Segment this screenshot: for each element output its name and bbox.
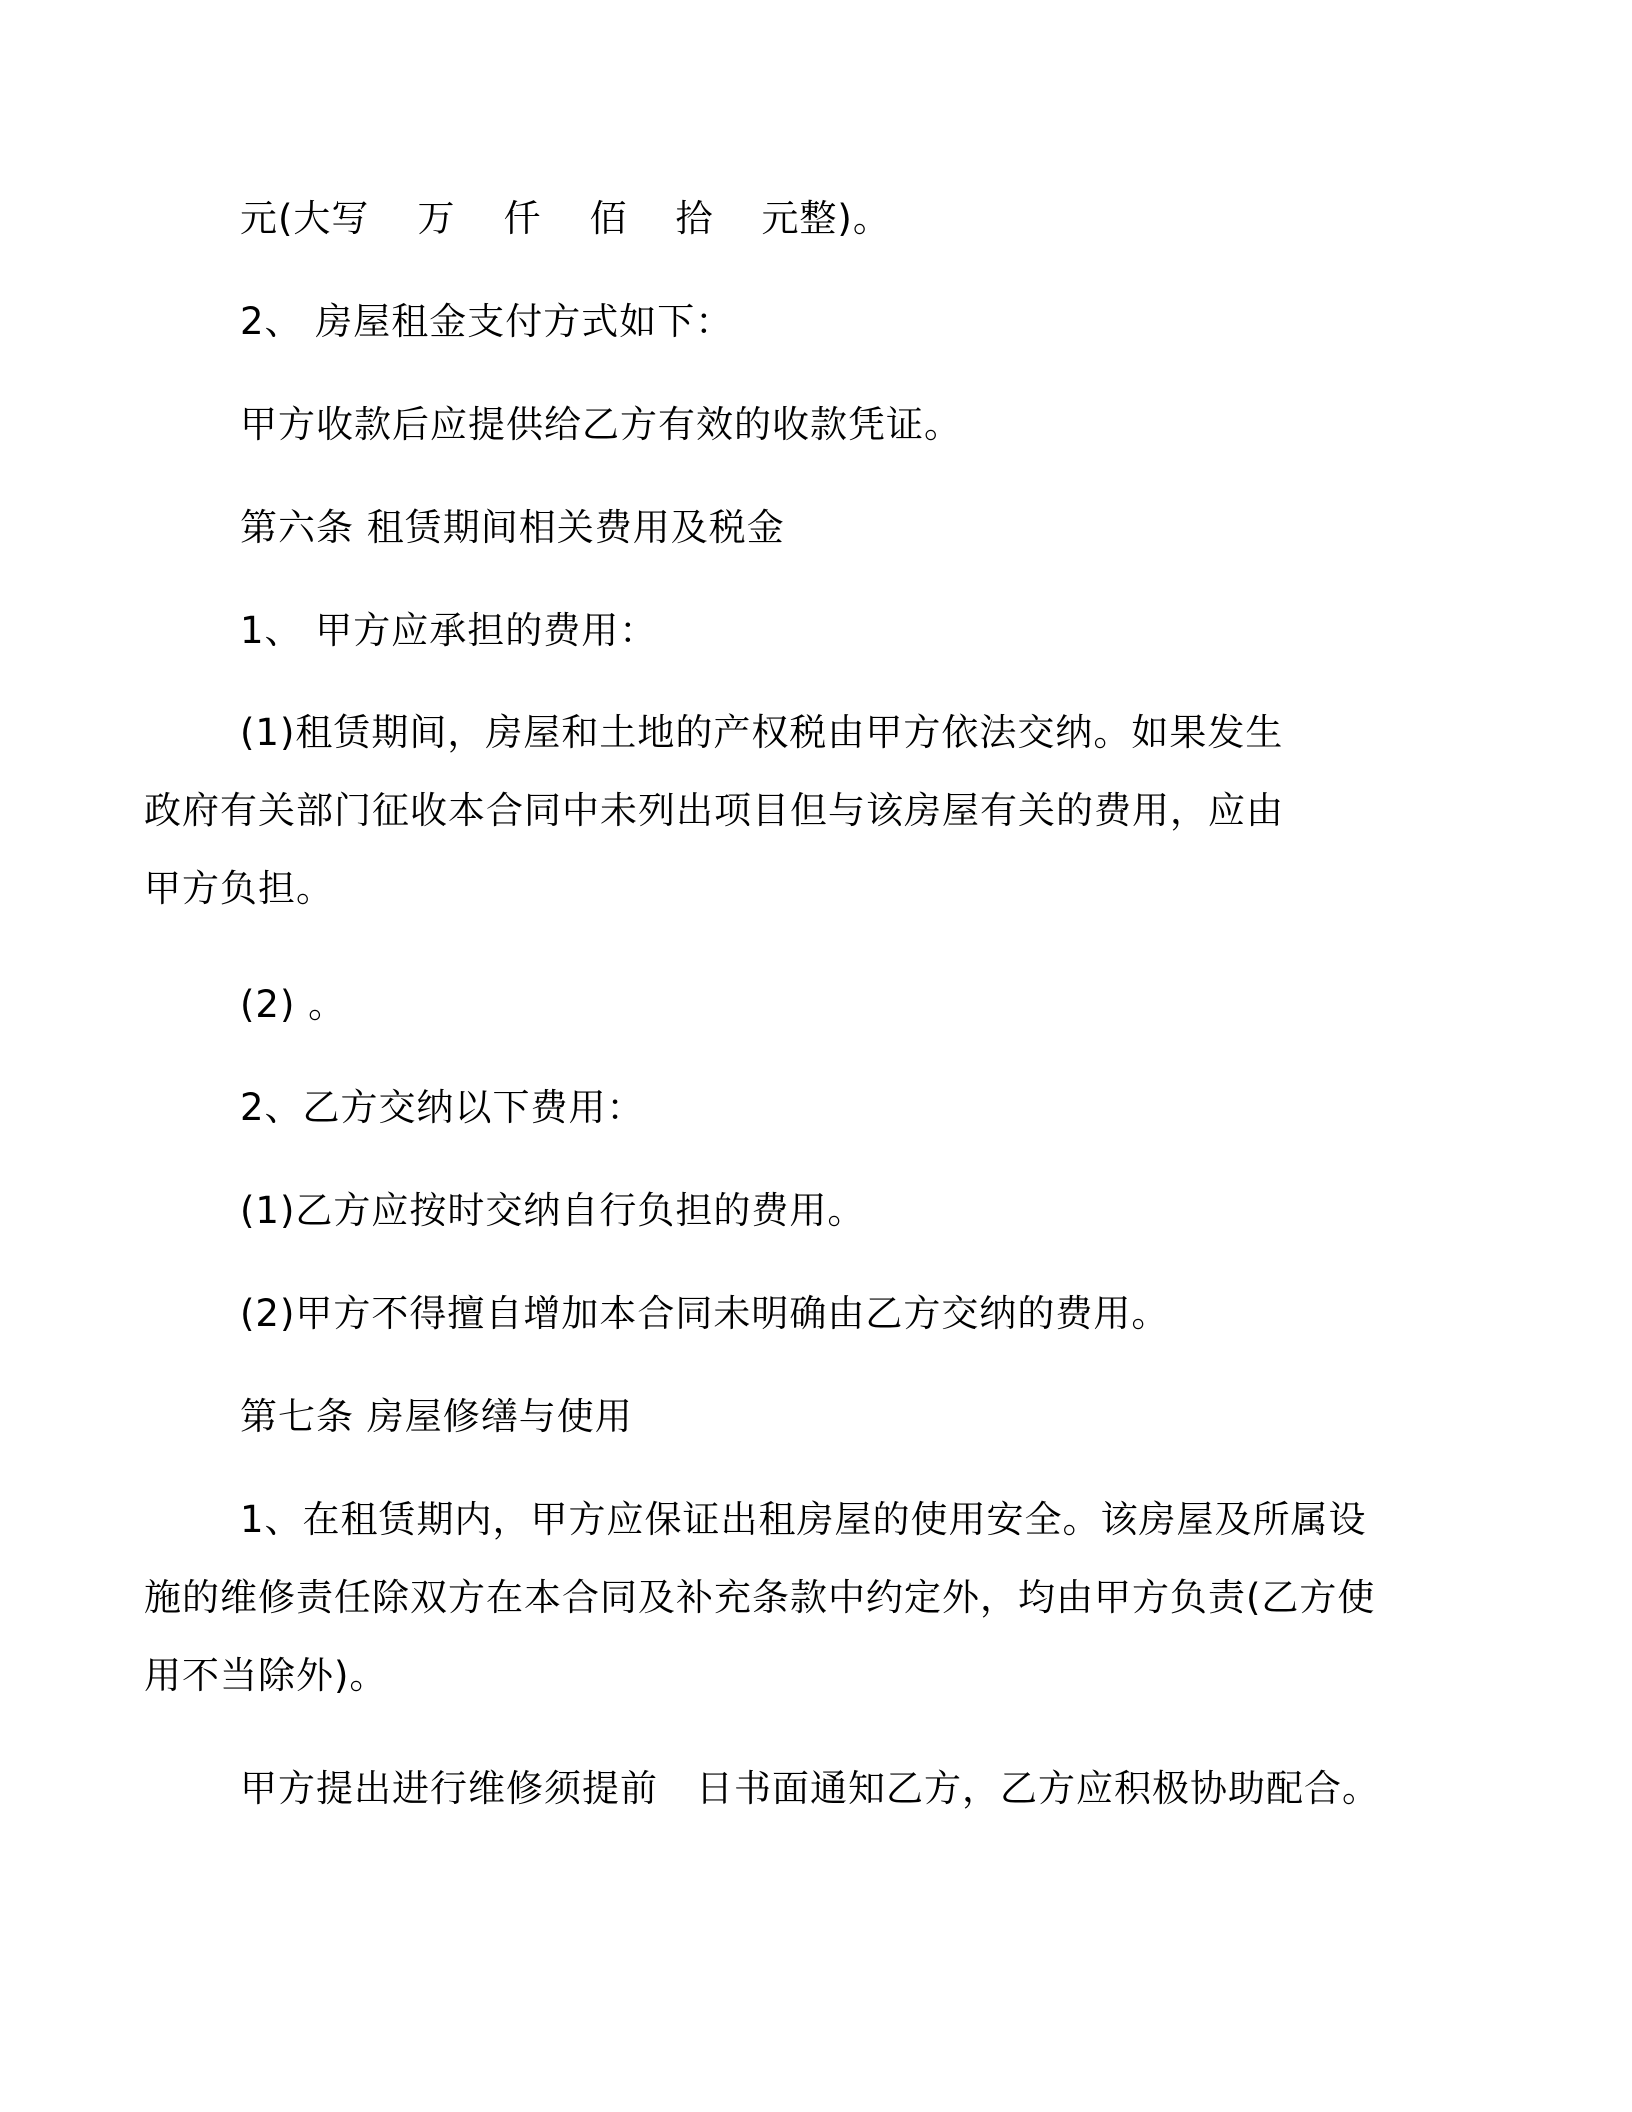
amount-wan: 万 xyxy=(417,197,456,240)
party-b-costs-item-1: (1)乙方应按时交纳自行负担的费用。 xyxy=(240,1189,866,1232)
maintenance-clause xyxy=(144,1481,1390,1715)
party-b-costs-item-2: (2)甲方不得擅自增加本合同未明确由乙方交纳的费用。 xyxy=(240,1292,1170,1335)
party-a-costs-item-1-text: (1)租赁期间，房屋和土地的产权税由甲方依法交纳。如果发生政府有关部门征收本合同中未列出项目但与该房屋有关的费用，应由甲方负担。 xyxy=(144,711,1284,910)
repair-notice-clause xyxy=(144,1750,1390,1828)
article-six-heading: 第六条 租赁期间相关费用及税金 xyxy=(240,506,785,549)
amount-shi: 拾 xyxy=(675,197,714,240)
party-a-costs-item-2: (2) 。 xyxy=(240,983,347,1026)
party-a-costs-item-1 xyxy=(144,694,1390,928)
receipt-clause: 甲方收款后应提供给乙方有效的收款凭证。 xyxy=(240,403,962,446)
repair-notice-prefix: 甲方提出进行维修须提前 xyxy=(240,1767,658,1810)
amount-bai: 佰 xyxy=(589,197,628,240)
party-a-costs-heading: 1、 甲方应承担的费用： xyxy=(240,609,658,652)
party-b-costs-heading: 2、乙方交纳以下费用： xyxy=(240,1086,645,1129)
article-seven-heading: 第七条 房屋修缮与使用 xyxy=(240,1395,633,1438)
amount-qian: 仟 xyxy=(503,197,542,240)
amount-suffix: 元整)。 xyxy=(761,197,891,240)
amount-prefix: 元(大写 xyxy=(240,197,370,240)
amount-in-words-line xyxy=(240,180,1390,258)
repair-notice-suffix: 日书面通知乙方，乙方应积极协助配合。 xyxy=(696,1767,1380,1810)
rent-payment-method-heading: 2、 房屋租金支付方式如下： xyxy=(240,300,734,343)
maintenance-clause-text: 1、在租赁期内，甲方应保证出租房屋的使用安全。该房屋及所属设施的维修责任除双方在本合同及补充条款中约定外，均由甲方负责(乙方使用不当除外)。 xyxy=(144,1498,1376,1697)
